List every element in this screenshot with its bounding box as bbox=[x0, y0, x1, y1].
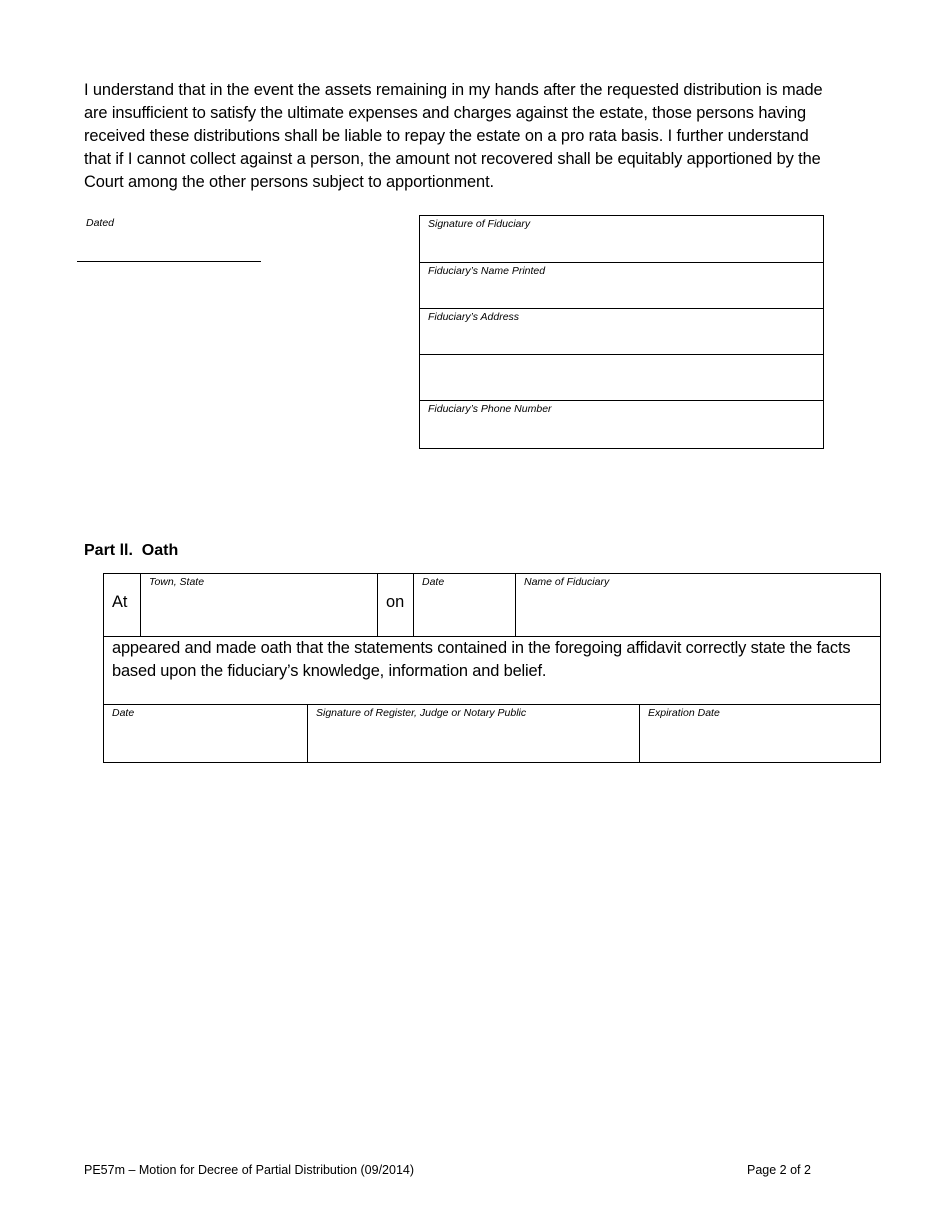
oath-table bbox=[103, 573, 881, 763]
sig-date-field[interactable] bbox=[104, 705, 307, 762]
fiduciary-phone-label: Fiduciary’s Phone Number bbox=[428, 403, 552, 415]
oath-signature-row bbox=[104, 704, 880, 762]
fiduciary-address-field[interactable] bbox=[420, 308, 823, 355]
sig-date-label: Date bbox=[112, 707, 135, 719]
fiduciary-address-label: Fiduciary’s Address bbox=[428, 311, 520, 323]
expiration-date-label: Expiration Date bbox=[648, 707, 720, 719]
on-cell bbox=[377, 574, 414, 636]
at-cell bbox=[104, 574, 140, 636]
register-signature-field[interactable] bbox=[307, 705, 640, 762]
name-of-fiduciary-field[interactable] bbox=[515, 574, 880, 636]
expiration-date-field[interactable] bbox=[639, 705, 880, 762]
oath-date-field[interactable] bbox=[413, 574, 516, 636]
dated-label: Dated bbox=[86, 217, 115, 229]
fiduciary-phone-field[interactable] bbox=[420, 400, 823, 449]
fiduciary-signature-field[interactable] bbox=[420, 216, 823, 262]
oath-header-row bbox=[104, 574, 880, 637]
fiduciary-signature-label: Signature of Fiduciary bbox=[428, 218, 531, 230]
fiduciary-name-label: Fiduciary’s Name Printed bbox=[428, 265, 546, 277]
part-two-title: Part ll. Oath bbox=[84, 542, 179, 559]
on-word: on bbox=[386, 593, 405, 611]
fiduciary-address-line2-field[interactable] bbox=[420, 354, 823, 401]
footer-page-number: Page 2 of 2 bbox=[747, 1163, 811, 1177]
fiduciary-info-box bbox=[419, 215, 824, 449]
town-state-field[interactable] bbox=[140, 574, 378, 636]
town-state-label: Town, State bbox=[149, 576, 205, 588]
fiduciary-name-field[interactable] bbox=[420, 262, 823, 309]
register-signature-label: Signature of Register, Judge or Notary Public bbox=[316, 707, 527, 719]
at-word: At bbox=[112, 593, 128, 611]
dated-field[interactable] bbox=[77, 261, 261, 262]
oath-statement: appeared and made oath that the statements contained in the foregoing affidavit correctly state the facts based upon the fiduciary’s knowledge, information and belief. bbox=[112, 639, 851, 680]
name-of-fiduciary-label: Name of Fiduciary bbox=[524, 576, 610, 588]
apportionment-paragraph: I understand that in the event the assets remaining in my hands after the requested distribution is made are insufficient to satisfy the ultimate expenses and charges against the estate, those persons having received these distributions shall be liable to repay the estate on a pro rata basis. I further understand that if I cannot collect against a person, the amount not recovered shall be equitably apportioned by the Court among the other persons subject to apportionment. bbox=[84, 81, 823, 191]
oath-date-label: Date bbox=[422, 576, 445, 588]
footer-form-id: PE57m – Motion for Decree of Partial Distribution (09/2014) bbox=[84, 1163, 415, 1177]
